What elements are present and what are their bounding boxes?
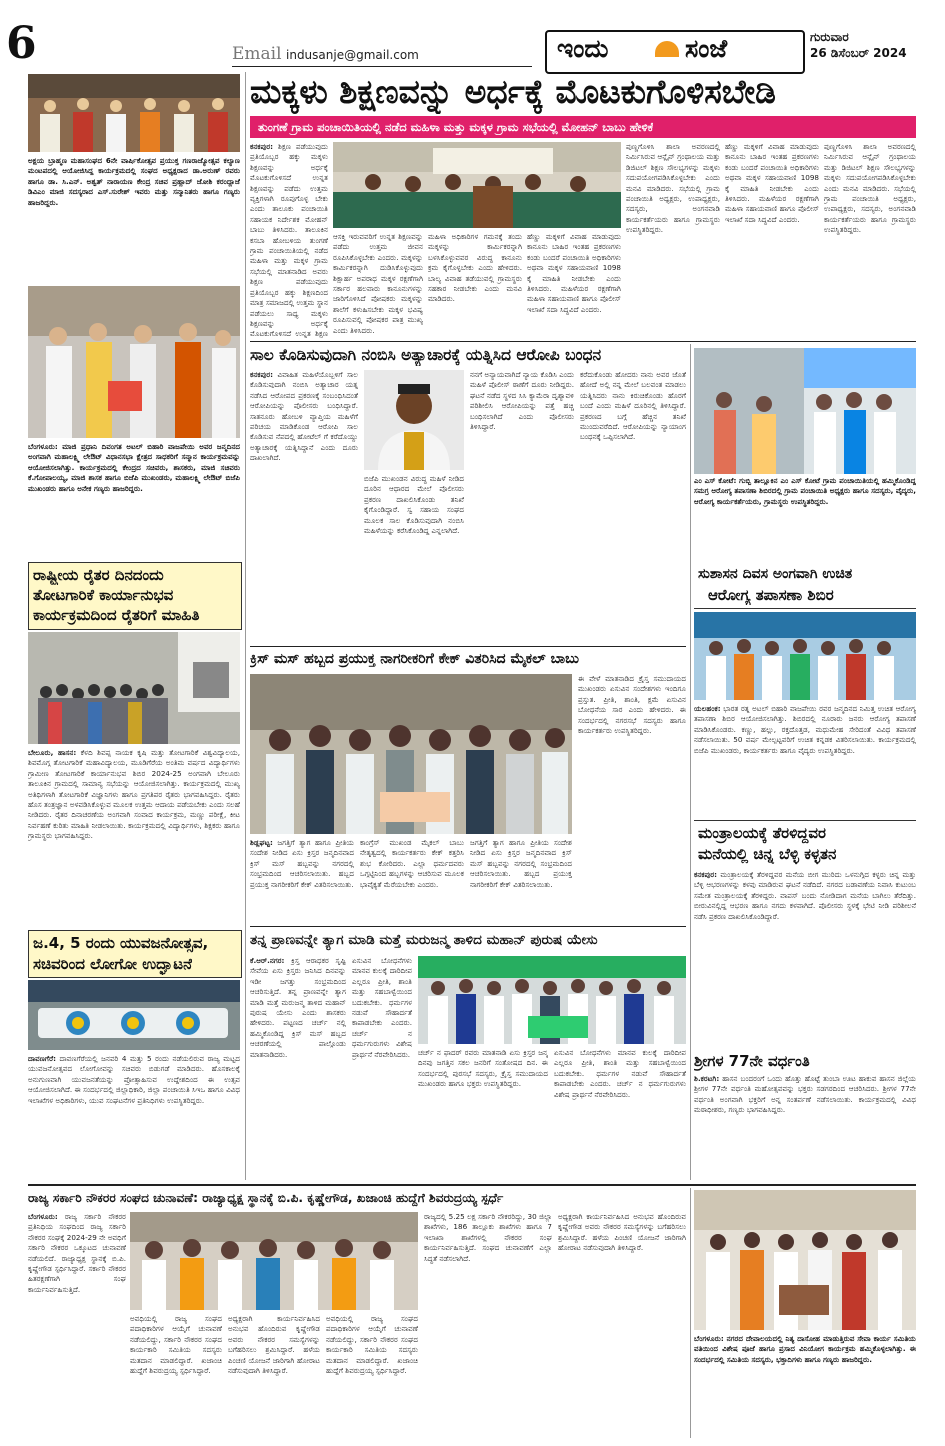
jesus-col-1	[250, 956, 346, 1180]
farmers-photo	[28, 632, 240, 744]
gov-col-1	[28, 1212, 126, 1436]
farmers-headline-2: ತೋಟಗಾರಿಕೆ ಕಾರ್ಯಾನುಭವ	[33, 586, 174, 604]
masthead-logo	[545, 30, 805, 74]
lead-col-1	[250, 142, 328, 338]
column-divider	[245, 72, 246, 1180]
lead-col-5: ಪುಣ್ಣಗೊಳಿಸಿ ಶಾಲಾ ಅವರಣದಲ್ಲಿ ನಿರ್ಮಿಸಿರುವ ಆನ್ಲೈನ್ ಗ್ರಂಥಾಲಯ ಮತ್ತು ಡಿಜಿಟಲ್ ಶಿಕ್ಷಣ ಸೌಲಭ್ಯಗಳನ್ನು ಮಕ್ಕಳು ಸದುಪಯೋಗಪಡಿಸಿಕೊಳ್ಳಬೇಕು ಎಂದು ಮನವಿ ಮಾಡಿದರು. ಸಭೆಯಲ್ಲಿ ಗ್ರಾಮ ಪಂಚಾಯಿತಿ ಅಧ್ಯಕ್ಷರು, ಉಪಾಧ್ಯಕ್ಷರು, ಸದಸ್ಯರು, ಅಂಗನವಾಡಿ ಕಾರ್ಯಕರ್ತೆಯರು ಹಾಗೂ ಗ್ರಾಮಸ್ಥರು ಉಪಸ್ಥಿತರಿದ್ದರು.	[626, 142, 720, 235]
jesus-col-4: ಏಸುವಿನ ಬೋಧನೆಗಳು ಮಾನವ ಕುಲಕ್ಕೆ ದಾರಿದೀಪ ಎಲ್ಲರೂ ಪ್ರೀತಿ, ಶಾಂತಿ ಮತ್ತು ಸಹಬಾಳ್ವೆಯಿಂದ ಬದುಕಬೇಕು. ಧರ್ಮಗಳ ನಡುವೆ ಸೌಹಾರ್ದತೆ ಕಾಪಾಡಬೇಕು ಎಂದರು. ಚರ್ಚ್ ನ ಧರ್ಮಗುರುಗಳು ವಿಶೇಷ ಪ್ರಾರ್ಥನೆ ನೆರವೇರಿಸಿದರು.	[554, 1048, 686, 1099]
lead-col-1-text: ಶಿಕ್ಷಣ ಪಡೆಯುವುದು ಪ್ರತಿಯೊಬ್ಬರ ಹಕ್ಕು ಮಕ್ಕಳು ಶಿಕ್ಷಣವನ್ನು ಅರ್ಧಕ್ಕೆ ಮೊಟಕುಗೊಳಿಸದೆ ಉನ್ನತ ಶಿಕ್ಷಣವನ್ನು ಪಡೆದು ಉತ್ತಮ ವ್ಯಕ್ತಿಗಳಾಗಿ ರೂಪುಗೊಳ್ಳ ಬೇಕು ಎಂದು ತಾಲೂಕು ಪಂಚಾಯಿತಿ ಸಹಾಯಕ ನಿರ್ದೇಶಕ ಮೋಹನ್ ಬಾಬು ತಿಳಿಸಿದರು. ತಾಲೂಕಿನ ಕಸಬಾ ಹೋಬಳಿಯ ತುಂಗಣೆ ಗ್ರಾಮ ಪಂಚಾಯಿತಿಯಲ್ಲಿ ನಡೆದ ಮಹಿಳಾ ಮತ್ತು ಮಕ್ಕಳ ಗ್ರಾಮ ಸಭೆಯಲ್ಲಿ ಮಾತನಾಡಿದ ಅವರು ಶಿಕ್ಷಣ ಪಡೆಯುವುದು ಪ್ರತಿಯೊಬ್ಬರ ಹಕ್ಕು ಶಿಕ್ಷಣದಿಂದ ಮಾತ್ರ ಸಮಾಜದಲ್ಲಿ ಉತ್ತಮ ಸ್ಥಾನ ಪಡೆಯಲು ಸಾಧ್ಯ ಮಕ್ಕಳು ಶಿಕ್ಷಣವನ್ನು ಅರ್ಧಕ್ಕೆ ಮೊಟಕುಗೊಳಿಸದೆ ಉನ್ನತ ಶಿಕ್ಷಣ	[250, 142, 328, 338]
felicitation-photo	[28, 286, 240, 438]
gov-col-2: ಅವಧಿಯಲ್ಲಿ ರಾಜ್ಯ ಸಂಘದ ಪದಾಧಿಕಾರಿಗಳ ಆಯ್ಕೆಗೆ ಚುನಾವಣೆ ನಡೆಯಲಿದ್ದು, ಸರ್ಕಾರಿ ನೌಕರರ ಸಂಘದ ಕಾರ್ಯಕಾರಿ ಸಮಿತಿಯ ಸದಸ್ಯರು ಮತದಾನ ಮಾಡಲಿದ್ದಾರೆ. ಖಜಾಂಚಿ ಹುದ್ದೆಗೆ ಶಿವರುದ್ರಯ್ಯ ಸ್ಪರ್ಧಿಸಿದ್ದಾರೆ.	[130, 1314, 222, 1376]
christmas-col-3: ಜಗತ್ತಿಗೆ ತ್ಯಾಗ ಹಾಗೂ ಪ್ರೀತಿಯ ಸಂದೇಶ ನೀಡಿದ ಏಸು ಕ್ರಿಸ್ತರ ಜನ್ಮದಿನವಾದ ಕ್ರಿಸ್ ಮಸ್ ಹಬ್ಬವನ್ನು ನಗರದಲ್ಲಿ ಸಂಭ್ರಮದಿಂದ ಆಚರಿಸಲಾಯಿತು. ಹಬ್ಬದ ಪ್ರಯುಕ್ತ ನಾಗರೀಕರಿಗೆ ಕೇಕ್ ವಿತರಿಸಲಾಯಿತು.	[470, 838, 572, 889]
jesus-photo	[418, 956, 686, 1044]
swamiji-headline: ಶ್ರೀಗಳ 77ನೇ ವರ್ಧಂತಿ	[694, 1052, 810, 1070]
lead-col-3: ಮಹಿಳಾ ಅಧಿಕಾರಿಗಳ ಗಮನಕ್ಕೆ ತಂದು ಮಕ್ಕಳನ್ನು ಕಾರ್ಮಿಕರನ್ನಾಗಿ ಬಳಸಿಕೊಳ್ಳುವವರ ವಿರುದ್ಧ ಕಾನೂನು ಕ್ರಮ ಕೈಗೊಳ್ಳಬೇಕು ಎಂದು ಹೇಳಿದರು. ಬಾಲ್ಯ ವಿವಾಹ ತಡೆಯುವಲ್ಲಿ ಗ್ರಾಮಸ್ಥರು ಸಹಕಾರ ನೀಡಬೇಕು ಎಂದು ಮನವಿ ಮಾಡಿದರು.	[428, 232, 522, 304]
lead-col-6: ಹೆಣ್ಣು ಮಕ್ಕಳಿಗೆ ವಿವಾಹ ಮಾಡುವುದು ಕಾನೂನು ಬಾಹಿರ ಇಂತಹ ಪ್ರಕರಣಗಳು ಕಂಡು ಬಂದರೆ ಪಂಚಾಯಿತಿ ಅಧಿಕಾರಿಗಳು ಅಥವಾ ಮಕ್ಕಳ ಸಹಾಯವಾಣಿ 1098 ಕ್ಕೆ ಮಾಹಿತಿ ನೀಡಬೇಕು ಎಂದು ತಿಳಿಸಿದರು. ಮಹಿಳೆಯರ ರಕ್ಷಣೆಗಾಗಿ ಮಹಿಳಾ ಸಹಾಯವಾಣಿ ಹಾಗೂ ಪೊಲೀಸ್ ಇಲಾಖೆ ಸದಾ ಸಿದ್ಧವಿದೆ ಎಂದರು.	[725, 142, 819, 224]
theft-body-text: ಮಂತ್ರಾಲಯಕ್ಕೆ ತೆರಳಿದ್ದವರ ಮನೆಯ ಬೀಗ ಮುರಿದು ಒಳನುಗ್ಗಿದ ಕಳ್ಳರು ಚಿನ್ನ ಮತ್ತು ಬೆಳ್ಳಿ ಆಭರಣಗಳನ್ನು ಕಳವು ಮಾಡಿರುವ ಘಟನೆ ನಡೆದಿದೆ. ನಗರದ ಬಡಾವಣೆಯ ನಿವಾಸಿ ಕುಟುಂಬ ಸಮೇತ ಮಂತ್ರಾಲಯಕ್ಕೆ ತೆರಳಿದ್ದರು. ವಾಪಸ್ ಬಂದು ನೋಡಿದಾಗ ಮನೆಯ ಬಾಗಿಲು ತೆರೆದಿತ್ತು. ಬೀರುವಿನಲ್ಲಿದ್ದ ಆಭರಣ ಹಾಗೂ ನಗದು ಕಳವಾಗಿದೆ. ಪೊಲೀಸರು ಸ್ಥಳಕ್ಕೆ ಭೇಟಿ ನೀಡಿ ಪರಿಶೀಲನೆ ನಡೆಸಿ ಪ್ರಕರಣ ದಾಖಲಿಸಿಕೊಂಡಿದ್ದಾರೆ.	[694, 870, 916, 921]
christmas-body	[250, 838, 354, 922]
gov-col-4: ಅವಧಿಯಲ್ಲಿ ರಾಜ್ಯ ಸಂಘದ ಪದಾಧಿಕಾರಿಗಳ ಆಯ್ಕೆಗೆ ಚುನಾವಣೆ ನಡೆಯಲಿದ್ದು, ಸರ್ಕಾರಿ ನೌಕರರ ಸಂಘದ ಕಾರ್ಯಕಾರಿ ಸಮಿತಿಯ ಸದಸ್ಯರು ಮತದಾನ ಮಾಡಲಿದ್ದಾರೆ. ಖಜಾಂಚಿ ಹುದ್ದೆಗೆ ಶಿವರುದ್ರಯ್ಯ ಸ್ಪರ್ಧಿಸಿದ್ದಾರೆ.	[326, 1314, 418, 1376]
lead-col-7: ಪುಣ್ಣಗೊಳಿಸಿ ಶಾಲಾ ಅವರಣದಲ್ಲಿ ನಿರ್ಮಿಸಿರುವ ಆನ್ಲೈನ್ ಗ್ರಂಥಾಲಯ ಮತ್ತು ಡಿಜಿಟಲ್ ಶಿಕ್ಷಣ ಸೌಲಭ್ಯಗಳನ್ನು ಮಕ್ಕಳು ಸದುಪಯೋಗಪಡಿಸಿಕೊಳ್ಳಬೇಕು ಎಂದು ಮನವಿ ಮಾಡಿದರು. ಸಭೆಯಲ್ಲಿ ಗ್ರಾಮ ಪಂಚಾಯಿತಿ ಅಧ್ಯಕ್ಷರು, ಉಪಾಧ್ಯಕ್ಷರು, ಸದಸ್ಯರು, ಅಂಗನವಾಡಿ ಕಾರ್ಯಕರ್ತೆಯರು ಹಾಗೂ ಗ್ರಾಮಸ್ಥರು ಉಪಸ್ಥಿತರಿದ್ದರು.	[824, 142, 916, 235]
theft-dateline: ಕನಕಪುರ:	[694, 870, 717, 879]
lead-subheadline: ತುಂಗಣೆ ಗ್ರಾಮ ಪಂಚಾಯಿತಿಯಲ್ಲಿ ನಡೆದ ಮಹಿಳಾ ಮತ್ತು ಮಕ್ಕಳ ಗ್ರಾಮ ಸಭೆಯಲ್ಲಿ ಮೋಹನ್ ಬಾಬು ಹೇಳಿಕೆ	[258, 120, 654, 134]
farmers-body-text: ಕೆಳದಿ ಶಿವಪ್ಪ ನಾಯಕ ಕೃಷಿ ಮತ್ತು ತೋಟಗಾರಿಕೆ ವಿಶ್ವವಿದ್ಯಾಲಯ, ಶಿವಮೊಗ್ಗ ತೋಟಗಾರಿಕೆ ಮಹಾವಿದ್ಯಾಲಯ, ಮೂಡಿಗೆರೆಯ ಅಂತಿಮ ವರ್ಷದ ವಿದ್ಯಾರ್ಥಿಗಳು ಗ್ರಾಮೀಣ ತೋಟಗಾರಿಕೆ ಕಾರ್ಯಾನುಭವ ಶಿಬಿರ 2024-25 ಅಂಗವಾಗಿ ಬೇಲೂರು ತಾಲೂಕಿನ ಗ್ರಾಮದಲ್ಲಿ ಸಾಮಾನ್ಯ ಸಭೆಯನ್ನು ಆಯೋಜಿಸಲಾಗಿತ್ತು. ಕಾರ್ಯಕ್ರಮದಲ್ಲಿ ಮುಖ್ಯ ಅತಿಥಿಗಳಾಗಿ ತೋಟಗಾರಿಕೆ ವಿಜ್ಞಾನಿಗಳು ಹಾಗೂ ಪ್ರಗತಿಪರ ರೈತರು ಭಾಗವಹಿಸಿದ್ದರು. ರೈತರು ಹೊಸ ತಂತ್ರಜ್ಞಾನ ಅಳವಡಿಸಿಕೊಳ್ಳುವ ಮೂಲಕ ಉತ್ತಮ ಆದಾಯ ಪಡೆಯಬೇಕು ಎಂದು ಸಲಹೆ ನೀಡಿದರು. ರೈತರ ದಿನಾಚರಣೆಯ ಅಂಗವಾಗಿ ಸಂವಾದ ಕಾರ್ಯಕ್ರಮ, ಮಣ್ಣು ಪರೀಕ್ಷೆ, ಕೀಟ ನಿರ್ವಹಣೆ ಕುರಿತು ಮಾಹಿತಿ ನೀಡಲಾಯಿತು. ಕಾರ್ಯಕ್ರಮದಲ್ಲಿ ವಿದ್ಯಾರ್ಥಿಗಳು, ಶಿಕ್ಷಕರು ಹಾಗೂ ಗ್ರಾಮಸ್ಥರು ಭಾಗವಹಿಸಿದ್ದರು.	[28, 748, 240, 841]
jesus-col-3: ಚರ್ಚ್ ನ ಫಾದರ್ ರವರು ಮಾತನಾಡಿ ಏಸು ಕ್ರಿಸ್ತರ ಜನ್ಮ ದಿನವು ಜಗತ್ತಿನ ಸಕಲ ಜನರಿಗೆ ಸಂತೋಷದ ದಿನ. ಈ ಸಂದರ್ಭದಲ್ಲಿ ಪುರಸಭೆ ಸದಸ್ಯರು, ಕ್ರೈಸ್ತ ಸಮುದಾಯದ ಮುಖಂಡರು ಹಾಗೂ ಭಕ್ತರು ಉಪಸ್ಥಿತರಿದ್ದರು.	[418, 1048, 548, 1089]
gov-top-rule	[28, 1184, 916, 1186]
felicitation-caption: ಬೆಂಗಳೂರು: ಮಾಜಿ ಪ್ರಧಾನಿ ದಿವಂಗತ ಅಟಲ್ ಬಿಹಾರಿ ವಾಜಪೇಯಿ ಅವರ ಜನ್ಮದಿನದ ಅಂಗವಾಗಿ ಮಹಾಲಕ್ಷ್ಮಿ ಲೇಔಟ್ ವಿಧಾನಸಭಾ ಕ್ಷೇತ್ರದ ಸಾಧಕರಿಗೆ ಸನ್ಮಾನ ಕಾರ್ಯಕ್ರಮವನ್ನು ಆಯೋಜಿಸಲಾಗಿತ್ತು. ಕಾರ್ಯಕ್ರಮದಲ್ಲಿ ಕೇಂದ್ರದ ಸಚಿವರು, ಶಾಸಕರು, ಮಾಜಿ ಸಚಿವರು ಕೆ.ಗೋಪಾಲಯ್ಯ, ಮಾಜಿ ಶಾಸಕ ಹಾಗೂ ಬಿಜೆಪಿ ಮುಖಂಡರು, ಮಹಾಲಕ್ಷ್ಮಿ ಲೇಔಟ್ ಬಿಜೆಪಿ ಮುಖಂಡರು ಹಾಗೂ ಅನೇಕ ಗಣ್ಯರು ಹಾಜರಿದ್ದರು.	[28, 442, 240, 493]
theft-headline-1: ಮಂತ್ರಾಲಯಕ್ಕೆ ತೆರಳಿದ್ದವರ	[698, 824, 826, 842]
theft-body	[694, 870, 916, 1048]
farmers-headline-1: ರಾಷ್ಟ್ರೀಯ ರೈತರ ದಿನದಂದು	[33, 566, 164, 584]
arrest-headline: ಸಾಲ ಕೊಡಿಸುವುದಾಗಿ ನಂಬಿಸಿ ಅತ್ಯಾಚಾರಕ್ಕೆ ಯತ್ನಿಸಿದ ಆರೋಪಿ ಬಂಧನ	[250, 346, 602, 364]
youth-fest-body	[28, 1054, 240, 1166]
swamiji-dateline: ಶಿ.ಕರಟಗಿ:	[694, 1074, 720, 1083]
christmas-col-4: ಈ ವೇಳೆ ಮಾತನಾಡಿದ ಕ್ರೈಸ್ತ ಸಮುದಾಯದ ಮುಖಂಡರು ಏಸುವಿನ ಸಂದೇಶಗಳು ಇಂದಿಗೂ ಪ್ರಸ್ತುತ. ಪ್ರೀತಿ, ಶಾಂತಿ, ಕ್ಷಮೆ ಏಸುವಿನ ಬೋಧನೆಯ ಸಾರ ಎಂದು ಹೇಳಿದರು. ಈ ಸಂದರ್ಭದಲ್ಲಿ ನಗರಸಭೆ ಸದಸ್ಯರು ಹಾಗೂ ಕಾರ್ಯಕರ್ತರು ಉಪಸ್ಥಿತರಿದ್ದರು.	[578, 674, 686, 736]
youth-body-text: ದಾವಣಗೆರೆಯಲ್ಲಿ ಜನವರಿ 4 ಮತ್ತು 5 ರಂದು ನಡೆಯಲಿರುವ ರಾಜ್ಯ ಮಟ್ಟದ ಯುವಜನೋತ್ಸವದ ಲೋಗೋವನ್ನು ಸಚಿವರು ಬಿಡುಗಡೆ ಮಾಡಿದರು. ಹೊಸಕಾಲಕ್ಕೆ ಅನುಗುಣವಾಗಿ ಯುವಜನತೆಯನ್ನು ಪ್ರೋತ್ಸಾಹಿಸುವ ಉದ್ದೇಶದಿಂದ ಈ ಉತ್ಸವ ಆಯೋಜಿಸಲಾಗಿದೆ. ಈ ಸಂದರ್ಭದಲ್ಲಿ ಜಿಲ್ಲಾಧಿಕಾರಿ, ಜಿಲ್ಲಾ ಪಂಚಾಯಿತಿ ಸಿಇಒ ಹಾಗೂ ವಿವಿಧ ಇಲಾಖೆಗಳ ಅಧಿಕಾರಿಗಳು, ಯುವ ಸಂಘಟನೆಗಳ ಪ್ರತಿನಿಧಿಗಳು ಉಪಸ್ಥಿತರಿದ್ದರು.	[28, 1054, 240, 1105]
lead-col-2: ಆಸಕ್ತಿ ಇರುವವರಿಗೆ ಉನ್ನತ ಶಿಕ್ಷಣವನ್ನು ಪಡೆದು ಉತ್ತಮ ಜೀವನ ರೂಪಿಸಿಕೊಳ್ಳಬೇಕು ಎಂದರು. ಮಕ್ಕಳನ್ನು ಕಾರ್ಮಿಕರನ್ನಾಗಿ ದುಡಿಸಿಕೊಳ್ಳುವುದು ಶಿಕ್ಷಾರ್ಹ ಅಪರಾಧ ಮಕ್ಕಳ ರಕ್ಷಣೆಗಾಗಿ ಸರ್ಕಾರ ಹಲವಾರು ಕಾನೂನುಗಳನ್ನು ಜಾರಿಗೊಳಿಸಿದೆ ಪೋಷಕರು ಮಕ್ಕಳನ್ನು ಶಾಲೆಗೆ ಕಳುಹಿಸಬೇಕು ಮಕ್ಕಳ ಭವಿಷ್ಯ ರೂಪಿಸುವಲ್ಲಿ ಪೋಷಕರ ಪಾತ್ರ ಮುಖ್ಯ ಎಂದು ತಿಳಿಸಿದರು.	[333, 232, 423, 335]
arrest-col-1	[250, 370, 358, 644]
email-label: Email	[232, 44, 282, 64]
lead-dateline: ಕನಕಪುರ:	[250, 142, 273, 151]
temple-caption: ಬೆಂಗಳೂರು: ನಗರದ ದೇವಾಲಯದಲ್ಲಿ ನಿತ್ಯ ದಾಸೋಹ ಮಾಡುತ್ತಿರುವ ಸೇವಾ ಕಾರ್ಯ ಸಮಿತಿಯ ವತಿಯಿಂದ ವಿಶೇಷ ಪೂಜೆ ಹಾಗೂ ಪ್ರಸಾದ ವಿನಿಯೋಗ ಕಾರ್ಯಕ್ರಮ ಹಮ್ಮಿಕೊಳ್ಳಲಾಗಿತ್ತು. ಈ ಸಂದರ್ಭದಲ್ಲಿ ಸಮಿತಿಯ ಸದಸ್ಯರು, ಭಕ್ತಾದಿಗಳು ಹಾಗೂ ಗಣ್ಯರು ಹಾಜರಿದ್ದರು.	[694, 1334, 916, 1364]
farmers-headline-3: ಕಾರ್ಯಕ್ರಮದಿಂದ ರೈತರಿಗೆ ಮಾಹಿತಿ	[33, 606, 200, 624]
sushasana-headline-2: ಆರೋಗ್ಯ ತಪಾಸಣಾ ಶಿಬಿರ	[708, 586, 834, 604]
youth-fest-box	[28, 930, 242, 978]
jesus-col-2: ಏಸುವಿನ ಬೋಧನೆಗಳು ಮಾನವ ಕುಲಕ್ಕೆ ದಾರಿದೀಪ ಎಲ್ಲರೂ ಪ್ರೀತಿ, ಶಾಂತಿ ಮತ್ತು ಸಹಬಾಳ್ವೆಯಿಂದ ಬದುಕಬೇಕು. ಧರ್ಮಗಳ ನಡುವೆ ಸೌಹಾರ್ದತೆ ಕಾಪಾಡಬೇಕು ಎಂದರು. ಚರ್ಚ್ ನ ಧರ್ಮಗುರುಗಳು ವಿಶೇಷ ಪ್ರಾರ್ಥನೆ ನೆರವೇರಿಸಿದರು.	[352, 956, 412, 1059]
jesus-top-rule	[250, 926, 686, 927]
arrest-col-1-text: ವಿವಾಹಿತ ಮಹಿಳೆಯೊಬ್ಬಳಿಗೆ ಸಾಲ ಕೊಡಿಸುವುದಾಗಿ ನಂಬಿಸಿ ಅತ್ಯಾಚಾರ ಯತ್ನ ನಡೆಸಿದ ಆರೋಪದ ಪ್ರಕರಣಕ್ಕೆ ಸಂಬಂಧಿಸಿದಂತೆ ಆರೋಪಿಯನ್ನು ಪೊಲೀಸರು ಬಂಧಿಸಿದ್ದಾರೆ. ಸಾತನೂರು ಹೋಬಳಿ ವ್ಯಾಪ್ತಿಯ ಮಹಿಳೆಗೆ ಪರಿಚಯ ಮಾಡಿಕೊಂಡ ಆರೋಪಿ ಸಾಲ ಕೊಡಿಸುವ ನೆಪದಲ್ಲಿ ಹೋಟೆಲ್ ಗೆ ಕರೆದೊಯ್ದು ಅತ್ಯಾಚಾರಕ್ಕೆ ಯತ್ನಿಸಿದ್ದಾನೆ ಎಂದು ದೂರು ದಾಖಲಾಗಿದೆ.	[250, 370, 358, 463]
gov-photo	[130, 1212, 418, 1310]
christmas-col-2: ಕಾಂಗ್ರೆಸ್ ಮುಖಂಡ ಮೈಕಲ್ ಬಾಬು ನೇತೃತ್ವದಲ್ಲಿ ಕಾರ್ಯಕರ್ತರು ಕೇಕ್ ಕತ್ತರಿಸಿ ಶುಭ ಕೋರಿದರು. ಎಲ್ಲಾ ಧರ್ಮದವರು ಒಗ್ಗಟ್ಟಿನಿಂದ ಹಬ್ಬಗಳನ್ನು ಆಚರಿಸುವ ಮೂಲಕ ಭಾವೈಕ್ಯತೆ ಮೆರೆಯಬೇಕು ಎಂದರು.	[360, 838, 464, 889]
gov-col-1-text: ರಾಜ್ಯ ಸರ್ಕಾರಿ ನೌಕರರ ಪ್ರತಿನಿಧಿಯ ಸಂಘದಿಂದ ರಾಜ್ಯ ಸರ್ಕಾರಿ ನೌಕರರ ಸಂಘಕ್ಕೆ 2024-29 ನೇ ಅವಧಿಗೆ ಸರ್ಕಾರಿ ನೌಕರರ ಒಕ್ಕೂಟದ ಚುನಾವಣೆ ನಡೆಯಲಿದೆ. ರಾಜ್ಯಾಧ್ಯಕ್ಷ ಸ್ಥಾನಕ್ಕೆ ಬಿ.ಪಿ. ಕೃಷ್ಣೇಗೌಡ ಸ್ಪರ್ಧಿಸಿದ್ದಾರೆ. ಸರ್ಕಾರಿ ನೌಕರರ ಹಿತರಕ್ಷಣೆಗಾಗಿ ಸಂಘ ಕಾರ್ಯನಿರ್ವಹಿಸುತ್ತಿದೆ.	[28, 1212, 126, 1294]
masthead-divider	[232, 66, 532, 67]
farmers-body	[28, 748, 240, 926]
sushasana-box	[694, 562, 916, 609]
arrest-col-3: ನನಗೆ ಅನ್ಯಾಯವಾಗಿದೆ ನ್ಯಾಯ ಕೊಡಿಸಿ ಎಂದು ಮಹಿಳೆ ಪೊಲೀಸ್ ಠಾಣೆಗೆ ದೂರು ನೀಡಿದ್ದರು. ಘಟನೆ ನಡೆದ ಸ್ಥಳದ ಸಿಸಿ ಕ್ಯಾಮೆರಾ ದೃಶ್ಯಾವಳಿ ಪರಿಶೀಲಿಸಿ ಆರೋಪಿಯನ್ನು ಪತ್ತೆ ಹಚ್ಚಿ ಬಂಧಿಸಲಾಗಿದೆ ಎಂದು ಪೊಲೀಸರು ತಿಳಿಸಿದ್ದಾರೆ.	[470, 370, 574, 432]
gov-col-6: ಅಧ್ಯಕ್ಷರಾಗಿ ಕಾರ್ಯನಿರ್ವಹಿಸಿದ ಅನುಭವ ಹೊಂದಿರುವ ಕೃಷ್ಣೇಗೌಡ ಅವರು ನೌಕರರ ಸಮಸ್ಯೆಗಳನ್ನು ಬಗೆಹರಿಸಲು ಶ್ರಮಿಸಿದ್ದಾರೆ. ಹಳೆಯ ಪಿಂಚಣಿ ಯೋಜನೆ ಜಾರಿಗಾಗಿ ಹೋರಾಟ ನಡೆಸುವುದಾಗಿ ತಿಳಿಸಿದ್ದಾರೆ.	[558, 1212, 686, 1253]
christmas-dateline: ಶಿಡ್ಲಘಟ್ಟ:	[250, 838, 273, 847]
youth-headline-1: ಜ.4, 5 ರಂದು ಯುವಜನೋತ್ಸವ,	[33, 934, 209, 952]
theft-headline-2: ಮನೆಯಲ್ಲಿ ಚಿನ್ನ ಬೆಳ್ಳಿ ಕಳ್ಳತನ	[698, 845, 837, 863]
jesus-dateline: ಕೆ.ಆರ್.ನಗರ:	[250, 956, 285, 965]
lead-headline: ಮಕ್ಕಳು ಶಿಕ್ಷಣವನ್ನು ಅರ್ಧಕ್ಕೆ ಮೊಟಕುಗೊಳಿಸಬೇಡಿ	[250, 72, 776, 111]
sushasana-photo	[694, 612, 916, 700]
date: 26 ಡಿಸೆಂಬರ್ 2024	[810, 46, 907, 60]
ceremony-caption: ಅಕ್ಷಯ ಬ್ರಾಹ್ಮಣ ಮಹಾಸಂಘದ 6ನೇ ವಾರ್ಷಿಕೋತ್ಸವ ಪ್ರಯುಕ್ತ ಗಣರಾಜ್ಯೋತ್ಸವ ಕಲ್ಯಾಣ ಮಂಟಪದಲ್ಲಿ ಆಯೋಜಿಸಿದ್ದ ಕಾರ್ಯಕ್ರಮದಲ್ಲಿ ಸಂಘದ ಅಧ್ಯಕ್ಷರಾದ ಡಾ.ಅರುಣ್ ರವರು ಹಾಗೂ ಡಾ. ಸಿ.ಎನ್. ಅಶ್ವತ್ ನಾರಾಯಣ ಕೇಂದ್ರ ಸಚಿವ ಪ್ರಹ್ಲಾದ್ ಜೋಶಿ ಕರಂದ್ಲಾಜೆ ಡಿವಿಎಂ ಮಾಜಿ ಸದಸ್ಯರಾದ ಎಸ್.ಸುರೇಶ್ ಇವರು ಮತ್ತು ಸನ್ಮಾನಿತರು ಹಾಗೂ ಗಣ್ಯರು ಹಾಜರಿದ್ದರು.	[28, 156, 240, 207]
sushasana-dateline: ಯಲಹಂಕ:	[694, 704, 721, 713]
sushasana-headline-1: ಸುಶಾಸನ ದಿವಸ ಅಂಗವಾಗಿ ಉಚಿತ	[698, 566, 853, 582]
health-camp-photo	[694, 348, 916, 474]
health-camp-caption: ಎಂ ಎಸ್ ಕೋಟೆ: ಗುಬ್ಬಿ ತಾಲ್ಲೂಕಿನ ಎಂ ಎಸ್ ಕೋಟೆ ಗ್ರಾಮ ಪಂಚಾಯಿತಿಯಲ್ಲಿ ಹಮ್ಮಿಕೊಂಡಿದ್ದ ಸಮಗ್ರ ಆರೋಗ್ಯ ತಪಾಸಣಾ ಶಿಬಿರದಲ್ಲಿ ಗ್ರಾಮ ಪಂಚಾಯಿತಿ ಅಧ್ಯಕ್ಷರು ಹಾಗೂ ಸದಸ್ಯರು, ವೈದ್ಯರು, ಆರೋಗ್ಯ ಕಾರ್ಯಕರ್ತೆಯರು, ಗ್ರಾಮಸ್ಥರು ಉಪಸ್ಥಿತರಿದ್ದರು.	[694, 476, 916, 506]
jesus-headline: ತನ್ನ ಪ್ರಾಣವನ್ನೇ ತ್ಯಾಗ ಮಾಡಿ ಮತ್ತೆ ಮರುಜನ್ಮ ತಾಳಿದ ಮಹಾನ್ ಪುರುಷ ಯೇಸು	[250, 932, 598, 948]
accused-photo	[364, 370, 464, 470]
youth-fest-photo	[28, 980, 240, 1050]
email-value: indusanje@gmail.com	[286, 48, 419, 62]
swamiji-body-text: ಹಾಸನ ಬಂದರಂಗೆ ಒಂದು ಹೊತ್ತು ಹೊಟ್ಟೆ ತುಂಬಾ ಊಟ ಹಾಕುವ ಹಾಸನ ಜಿಲ್ಲೆಯ ಶ್ರೀಗಳ 77ನೇ ವರ್ಧಂತಿ ಮಹೋತ್ಸವವನ್ನು ಭಕ್ತರು ಸಡಗರದಿಂದ ಆಚರಿಸಿದರು. ಶ್ರೀಗಳ 77ನೇ ವರ್ಧಂತಿ ಅಂಗವಾಗಿ ಭಕ್ತರಿಗೆ ಅನ್ನ ಸಂತರ್ಪಣೆ ನಡೆಸಲಾಯಿತು. ಕಾರ್ಯಕ್ರಮದಲ್ಲಿ ವಿವಿಧ ಮಠಾಧೀಶರು, ಗಣ್ಯರು ಭಾಗವಹಿಸಿದ್ದರು.	[694, 1074, 916, 1115]
farmers-dateline: ಬೇಲೂರು, ಹಾಸನ:	[28, 748, 77, 757]
lead-subheadline-bar	[250, 116, 916, 138]
arrest-col-4: ಕರೆದುಕೊಂಡು ಹೋದರು ನಾನು ಅವರ ಜೊತೆ ಹೋದೆ ಅಲ್ಲಿ ನನ್ನ ಮೇಲೆ ಬಲವಂತ ಮಾಡಲು ಯತ್ನಿಸಿದರು ನಾನು ಕಿರುಚಿಕೊಂಡು ಹೊರಗೆ ಬಂದೆ ಎಂದು ಮಹಿಳೆ ದೂರಿನಲ್ಲಿ ತಿಳಿಸಿದ್ದಾರೆ. ಪ್ರಕರಣದ ಬಗ್ಗೆ ಹೆಚ್ಚಿನ ತನಿಖೆ ಮುಂದುವರೆದಿದೆ. ಆರೋಪಿಯನ್ನು ನ್ಯಾಯಾಂಗ ಬಂಧನಕ್ಕೆ ಒಪ್ಪಿಸಲಾಗಿದೆ.	[580, 370, 686, 442]
gov-col-5: ರಾಜ್ಯದಲ್ಲಿ 5.25 ಲಕ್ಷ ಸರ್ಕಾರಿ ನೌಕರರಿದ್ದು, 30 ಜಿಲ್ಲಾ ಶಾಖೆಗಳು, 186 ತಾಲ್ಲೂಕು ಶಾಖೆಗಳು ಹಾಗೂ 7 ಇಲಾಖಾ ಶಾಖೆಗಳಲ್ಲಿ ನೌಕರರ ಸಂಘ ಕಾರ್ಯನಿರ್ವಹಿಸುತ್ತಿದೆ. ಸಂಘದ ಚುನಾವಣೆಗೆ ಎಲ್ಲಾ ಸಿದ್ಧತೆ ನಡೆಸಲಾಗಿದೆ.	[424, 1212, 552, 1263]
youth-dateline: ದಾವಣಗೆರೆ:	[28, 1054, 57, 1063]
christmas-col-1-text: ಜಗತ್ತಿಗೆ ತ್ಯಾಗ ಹಾಗೂ ಪ್ರೀತಿಯ ಸಂದೇಶ ನೀಡಿದ ಏಸು ಕ್ರಿಸ್ತರ ಜನ್ಮದಿನವಾದ ಕ್ರಿಸ್ ಮಸ್ ಹಬ್ಬವನ್ನು ನಗರದಲ್ಲಿ ಸಂಭ್ರಮದಿಂದ ಆಚರಿಸಲಾಯಿತು. ಹಬ್ಬದ ಪ್ರಯುಕ್ತ ನಾಗರೀಕರಿಗೆ ಕೇಕ್ ವಿತರಿಸಲಾಯಿತು.	[250, 838, 354, 889]
christmas-headline: ಕ್ರಿಸ್ ಮಸ್ ಹಬ್ಬದ ಪ್ರಯುಕ್ತ ನಾಗರೀಕರಿಗೆ ಕೇಕ್ ವಿತರಿಸಿದ ಮೈಕಲ್ ಬಾಬು	[250, 651, 580, 667]
temple-photo	[694, 1190, 916, 1330]
column-divider	[690, 1188, 691, 1438]
swamiji-body	[694, 1074, 916, 1182]
paper-name-left: ಇಂದು	[557, 34, 609, 63]
farmers-day-box	[28, 562, 242, 630]
lead-photo	[333, 142, 621, 228]
sushasana-body-text: ಭಾರತ ರತ್ನ ಅಟಲ್ ಬಿಹಾರಿ ವಾಜಪೇಯಿ ರವರ ಜನ್ಮದಿನದ ನಿಮಿತ್ತ ಉಚಿತ ಆರೋಗ್ಯ ತಪಾಸಣಾ ಶಿಬಿರ ಆಯೋಜಿಸಲಾಗಿತ್ತು. ಶಿಬಿರದಲ್ಲಿ ನೂರಾರು ಜನರು ಆರೋಗ್ಯ ತಪಾಸಣೆ ಮಾಡಿಸಿಕೊಂಡರು. ಕಣ್ಣು, ಹಲ್ಲು, ರಕ್ತದೊತ್ತಡ, ಮಧುಮೇಹ ಸೇರಿದಂತೆ ವಿವಿಧ ತಪಾಸಣೆ ನಡೆಸಲಾಯಿತು. 50 ವರ್ಷ ಮೇಲ್ಪಟ್ಟವರಿಗೆ ಉಚಿತ ಕನ್ನಡಕ ವಿತರಿಸಲಾಯಿತು. ಕಾರ್ಯಕ್ರಮದಲ್ಲಿ ಬಿಜೆಪಿ ಮುಖಂಡರು, ಕಾರ್ಯಕರ್ತರು ಹಾಗೂ ವೈದ್ಯರು ಉಪಸ್ಥಿತರಿದ್ದರು.	[694, 704, 916, 755]
weekday: ಗುರುವಾರ	[810, 30, 849, 44]
paper-name-right: ಸಂಜೆ	[685, 34, 728, 63]
column-divider	[690, 344, 691, 1180]
youth-headline-2: ಸಚಿವರಿಂದ ಲೋಗೋ ಉದ್ಘಾಟನೆ	[33, 955, 193, 973]
ceremony-photo	[28, 74, 240, 152]
jesus-col-1-text: ಕ್ರಿಸ್ತ ಆರಾಧಕರ ಸೃಷ್ಟಿ ಸೇವೆಯ ಏಸು ಕ್ರಿಸ್ತರು ಜನಿಸಿದ ದಿನವನ್ನು ಇಡೀ ಜಗತ್ತು ಸಂಭ್ರಮದಿಂದ ಆಚರಿಸುತ್ತಿದೆ. ತನ್ನ ಪ್ರಾಣವನ್ನೇ ತ್ಯಾಗ ಮಾಡಿ ಮತ್ತೆ ಮರುಜನ್ಮ ತಾಳಿದ ಮಹಾನ್ ಪುರುಷ ಯೇಸು ಎಂದು ಶಾಸಕರು ಹೇಳಿದರು. ಪಟ್ಟಣದ ಚರ್ಚ್ ನಲ್ಲಿ ಹಮ್ಮಿಕೊಂಡಿದ್ದ ಕ್ರಿಸ್ ಮಸ್ ಹಬ್ಬದ ಆಚರಣೆಯಲ್ಲಿ ಪಾಲ್ಗೊಂಡು ಮಾತನಾಡಿದರು.	[250, 956, 346, 1059]
gov-dateline: ಬೆಂಗಳೂರು:	[28, 1212, 58, 1221]
lead-bottom-rule	[250, 341, 916, 342]
lead-col-4: ಹೆಣ್ಣು ಮಕ್ಕಳಿಗೆ ವಿವಾಹ ಮಾಡುವುದು ಕಾನೂನು ಬಾಹಿರ ಇಂತಹ ಪ್ರಕರಣಗಳು ಕಂಡು ಬಂದರೆ ಪಂಚಾಯಿತಿ ಅಧಿಕಾರಿಗಳು ಅಥವಾ ಮಕ್ಕಳ ಸಹಾಯವಾಣಿ 1098 ಕ್ಕೆ ಮಾಹಿತಿ ನೀಡಬೇಕು ಎಂದು ತಿಳಿಸಿದರು. ಮಹಿಳೆಯರ ರಕ್ಷಣೆಗಾಗಿ ಮಹಿಳಾ ಸಹಾಯವಾಣಿ ಹಾಗೂ ಪೊಲೀಸ್ ಇಲಾಖೆ ಸದಾ ಸಿದ್ಧವಿದೆ ಎಂದರು.	[527, 232, 621, 314]
christmas-photo	[250, 674, 572, 834]
sun-icon	[655, 41, 679, 57]
page-number: 6	[6, 18, 37, 69]
arrest-col-2: ಬಿಜೆಪಿ ಮುಖಂಡನ ವಿರುದ್ಧ ಮಹಿಳೆ ನೀಡಿದ ದೂರಿನ ಆಧಾರದ ಮೇಲೆ ಪೊಲೀಸರು ಪ್ರಕರಣ ದಾಖಲಿಸಿಕೊಂಡು ತನಿಖೆ ಕೈಗೊಂಡಿದ್ದಾರೆ. ಸ್ವ ಸಹಾಯ ಸಂಘದ ಮೂಲಕ ಸಾಲ ಕೊಡಿಸುವುದಾಗಿ ನಂಬಿಸಿ ಮಹಿಳೆಯನ್ನು ಕರೆಸಿಕೊಂಡಿದ್ದ ಎನ್ನಲಾಗಿದೆ.	[364, 474, 464, 536]
arrest-dateline: ಕನಕಪುರ:	[250, 370, 273, 379]
gov-col-3: ಅಧ್ಯಕ್ಷರಾಗಿ ಕಾರ್ಯನಿರ್ವಹಿಸಿದ ಅನುಭವ ಹೊಂದಿರುವ ಕೃಷ್ಣೇಗೌಡ ಅವರು ನೌಕರರ ಸಮಸ್ಯೆಗಳನ್ನು ಬಗೆಹರಿಸಲು ಶ್ರಮಿಸಿದ್ದಾರೆ. ಹಳೆಯ ಪಿಂಚಣಿ ಯೋಜನೆ ಜಾರಿಗಾಗಿ ಹೋರಾಟ ನಡೆಸುವುದಾಗಿ ತಿಳಿಸಿದ್ದಾರೆ.	[228, 1314, 320, 1376]
sushasana-body	[694, 704, 916, 816]
theft-box	[694, 820, 916, 867]
gov-headline: ರಾಜ್ಯ ಸರ್ಕಾರಿ ನೌಕರರ ಸಂಘದ ಚುನಾವಣೆ: ರಾಜ್ಯಾಧ್ಯಕ್ಷ ಸ್ಥಾನಕ್ಕೆ ಬಿ.ಪಿ. ಕೃಷ್ಣೇಗೌಡ, ಖಜಾಂಚಿ ಹುದ್ದೆಗೆ ಶಿವರುದ್ರಯ್ಯ ಸ್ಪರ್ಧೆ	[28, 1191, 504, 1205]
christmas-top-rule	[250, 646, 686, 647]
